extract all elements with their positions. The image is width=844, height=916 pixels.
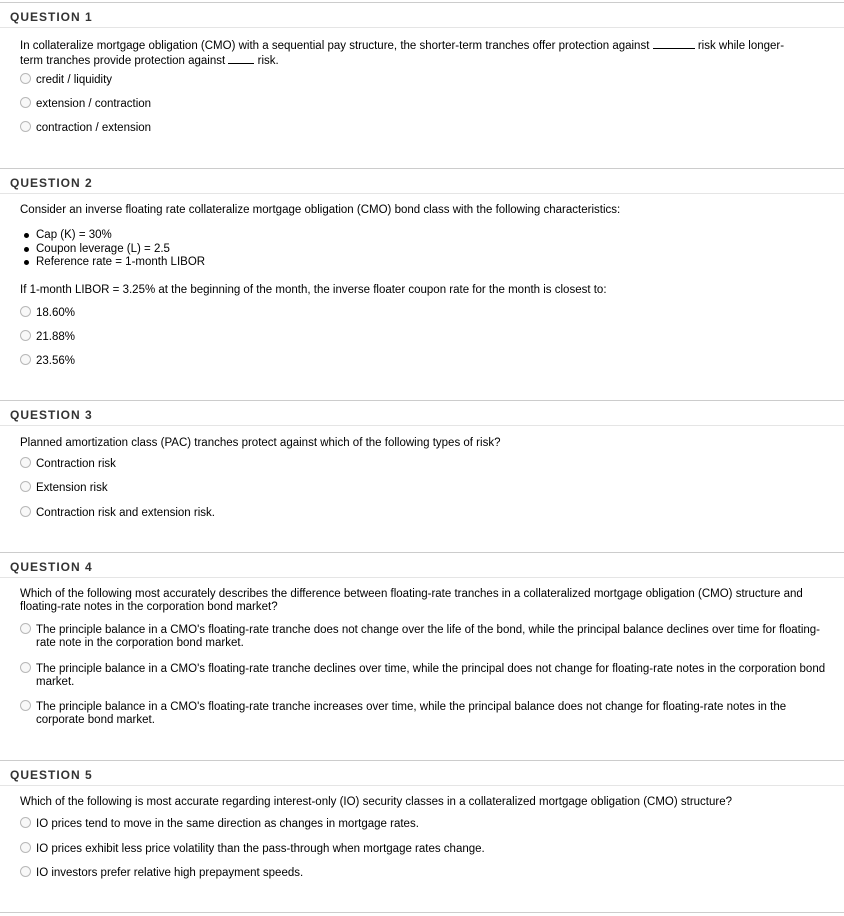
option-label: Contraction risk and extension risk. (36, 507, 215, 519)
radio-button[interactable] (20, 866, 31, 877)
option-label: extension / contraction (36, 98, 152, 110)
radio-button[interactable] (20, 306, 31, 317)
radio-button[interactable] (20, 623, 31, 634)
radio-button[interactable] (20, 817, 31, 828)
option-label: contraction / extension (36, 122, 152, 134)
list-item: Cap (K) = 30% (36, 229, 205, 243)
radio-button[interactable] (20, 662, 31, 673)
list-item: Coupon leverage (L) = 2.5 (36, 243, 205, 257)
radio-button[interactable] (20, 481, 31, 492)
question-title: QUESTION 2 (10, 176, 93, 190)
fill-blank (653, 38, 695, 49)
radio-button[interactable] (20, 354, 31, 365)
option-label: The principle balance in a CMO's floating-rate tranche does not change over the life of the bond, while the principal balance declines over time for floating-rate note in the corporation bond market. (36, 624, 821, 649)
question-header (0, 760, 844, 786)
question-text: Planned amortization class (PAC) tranches protect against which of the following types of risk? (20, 437, 501, 449)
radio-button[interactable] (20, 73, 31, 84)
question-text-part: risk while longer- (697, 40, 785, 52)
question-2 (0, 168, 844, 194)
question-title: QUESTION 4 (10, 560, 93, 574)
question-text-part: In collateralize mortgage obligation (CMO) with a sequential pay structure, the shorter-term tranches offer protection against (20, 40, 650, 52)
question-text: Which of the following is most accurate regarding interest-only (IO) security classes in a collateralized mortgage obligation (CMO) structure? (20, 796, 733, 808)
characteristics-list (20, 229, 205, 270)
question-text-part: risk. (257, 55, 279, 67)
option-label: Extension risk (36, 482, 108, 494)
option-label: Contraction risk (36, 458, 116, 470)
option-label: The principle balance in a CMO's floating-rate tranche increases over time, while the principal balance does not change for floating-rate notes in the corporate bond market. (36, 701, 787, 726)
question-prompt: If 1-month LIBOR = 3.25% at the beginning of the month, the inverse floater coupon rate for the month is closest to: (20, 284, 607, 296)
question-4 (0, 552, 844, 578)
option-label: 21.88% (36, 331, 76, 343)
question-text: Consider an inverse floating rate collateralize mortgage obligation (CMO) bond class with the following characteristics: (20, 204, 621, 216)
question-title: QUESTION 5 (10, 768, 93, 782)
option-label: credit / liquidity (36, 74, 113, 86)
radio-button[interactable] (20, 457, 31, 468)
radio-button[interactable] (20, 330, 31, 341)
question-text: Which of the following most accurately describes the difference between floating-rate tranches in a collateralized mortgage obligation (CMO) structure and floating-rate notes in the corporation bond market? (20, 588, 803, 613)
fill-blank (228, 53, 254, 64)
question-1 (0, 2, 844, 28)
question-header (0, 400, 844, 426)
radio-button[interactable] (20, 506, 31, 517)
option-label: The principle balance in a CMO's floating-rate tranche declines over time, while the principal does not change for floating-rate notes in the corporation bond market. (36, 663, 826, 688)
question-header (0, 2, 844, 28)
question-text-part: term tranches provide protection against (20, 55, 226, 67)
radio-button[interactable] (20, 700, 31, 711)
option-label: 23.56% (36, 355, 76, 367)
question-text (20, 38, 832, 68)
question-5 (0, 760, 844, 786)
radio-button[interactable] (20, 842, 31, 853)
question-title: QUESTION 3 (10, 408, 93, 422)
radio-button[interactable] (20, 97, 31, 108)
question-3 (0, 400, 844, 426)
option-label: IO investors prefer relative high prepayment speeds. (36, 867, 304, 879)
list-item: Reference rate = 1-month LIBOR (36, 256, 206, 268)
question-header (0, 168, 844, 194)
bottom-divider (0, 912, 844, 913)
option-label: IO prices tend to move in the same direction as changes in mortgage rates. (36, 818, 419, 830)
option-label: 18.60% (36, 307, 76, 319)
radio-button[interactable] (20, 121, 31, 132)
option-label: IO prices exhibit less price volatility than the pass-through when mortgage rates change. (36, 843, 485, 855)
question-header (0, 552, 844, 578)
question-title: QUESTION 1 (10, 10, 93, 24)
